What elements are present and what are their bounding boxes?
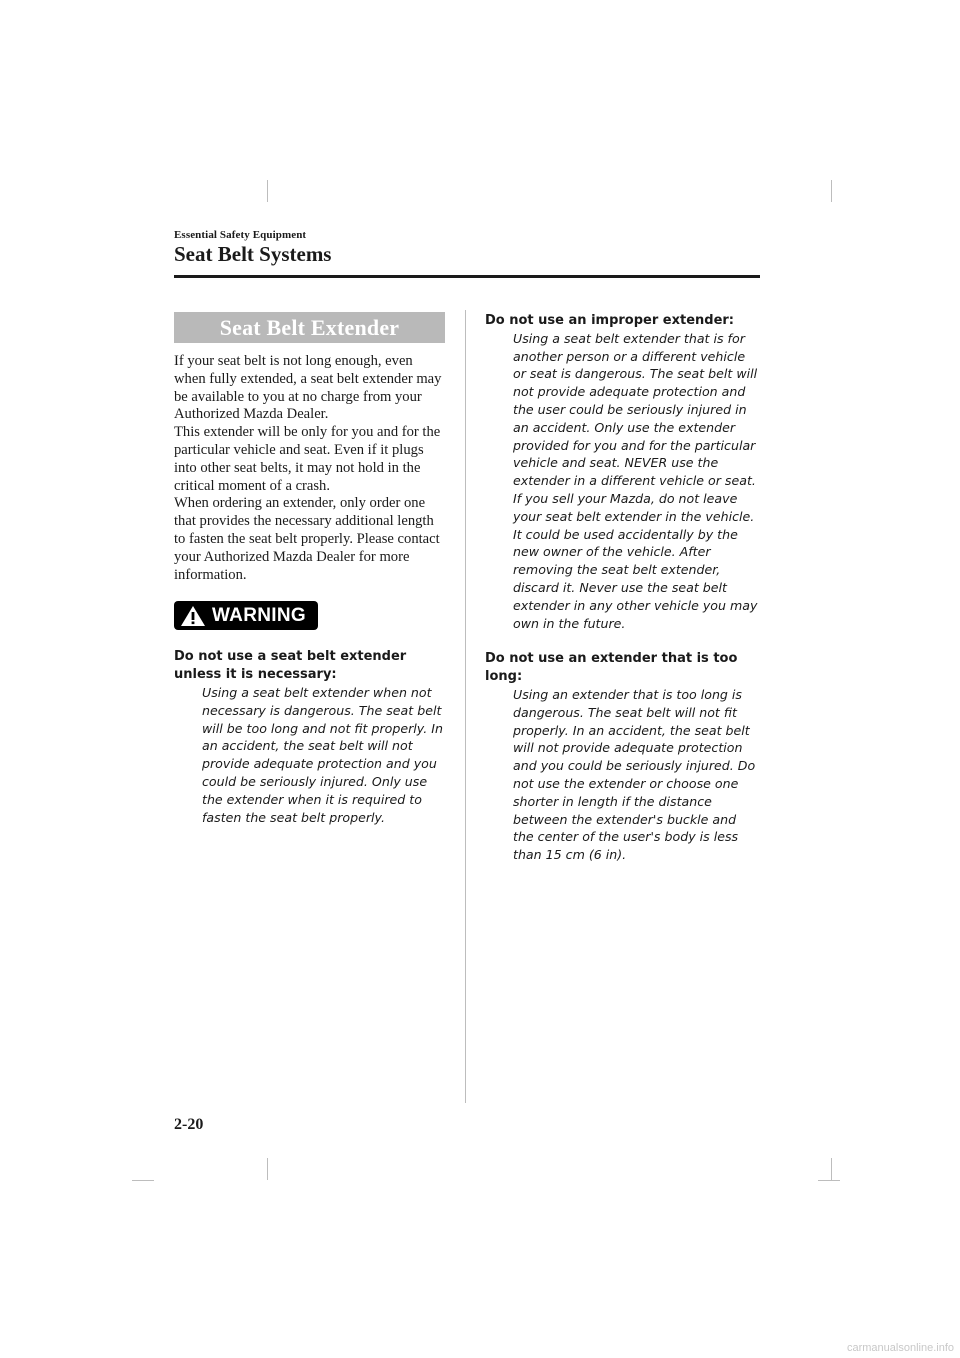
warning-body: Using a seat belt extender when not necessary is dangerous. The seat belt will be too long and not fit properly. In an accident, the seat belt will not provide adequate protection and you could be seriously injured. Only use the extender when it is required to fasten the seat belt properly. xyxy=(202,684,443,825)
warning-heading: Do not use an extender that is too long: xyxy=(485,651,738,685)
warning-body: Using an extender that is too long is dangerous. The seat belt will not fit properly. In an accident, the seat belt will not provide adequate protection and you could be seriously injured. Do not use the extender or choose one shorter in length if the distance between the extender's buckle and the center of the user's body is less than 15 cm (6 in). xyxy=(513,686,756,863)
warning-item xyxy=(485,312,760,632)
left-column xyxy=(174,312,445,826)
warning-item xyxy=(485,650,760,864)
warning-heading: Do not use an improper extender: xyxy=(485,313,734,328)
warning-triangle-icon xyxy=(180,605,206,627)
right-column xyxy=(485,312,760,864)
section-heading-bar xyxy=(174,312,445,343)
warning-item xyxy=(174,648,445,826)
crop-mark xyxy=(267,1158,268,1180)
page-number: 2-20 xyxy=(174,1116,204,1133)
crop-mark xyxy=(831,1158,832,1180)
warning-badge xyxy=(174,601,318,630)
page-title: Seat Belt Systems xyxy=(174,242,332,266)
section-label: Essential Safety Equipment xyxy=(174,229,307,241)
warning-heading: Do not use a seat belt extender unless it is necessary: xyxy=(174,649,407,683)
watermark: carmanualsonline.info xyxy=(846,1342,954,1354)
crop-mark xyxy=(267,180,268,202)
body-text xyxy=(174,353,445,584)
warning-label: WARNING xyxy=(212,604,306,626)
crop-mark xyxy=(818,1180,840,1181)
paragraph: If your seat belt is not long enough, even when fully extended, a seat belt extender may be available to you at no charge from your Authorized Mazda Dealer. xyxy=(174,353,442,423)
paragraph: When ordering an extender, only order one that provides the necessary additional length to fasten the seat belt properly. Please contact your Authorized Mazda Dealer for more information. xyxy=(174,495,440,583)
title-rule xyxy=(174,275,760,278)
paragraph: This extender will be only for you and for the particular vehicle and seat. Even if it plugs into other seat belts, it may not hold in the critical moment of a crash. xyxy=(174,424,441,494)
section-heading: Seat Belt Extender xyxy=(219,314,400,340)
crop-mark xyxy=(132,1180,154,1181)
warning-body: Using a seat belt extender that is for another person or a different vehicle or seat is dangerous. The seat belt will not provide adequate protection and the user could be seriously injured in an accident. Only use the extender provided for you and for the particular vehicle and seat. NEVER use the extender in a different vehicle or seat. If you sell your Mazda, do not leave your seat belt extender in the vehicle. It could be used accidentally by the new owner of the vehicle. After removing the seat belt extender, discard it. Never use the seat belt extender in any other vehicle you may own in the future. xyxy=(513,330,758,631)
column-divider xyxy=(465,310,466,1103)
crop-mark xyxy=(831,180,832,202)
